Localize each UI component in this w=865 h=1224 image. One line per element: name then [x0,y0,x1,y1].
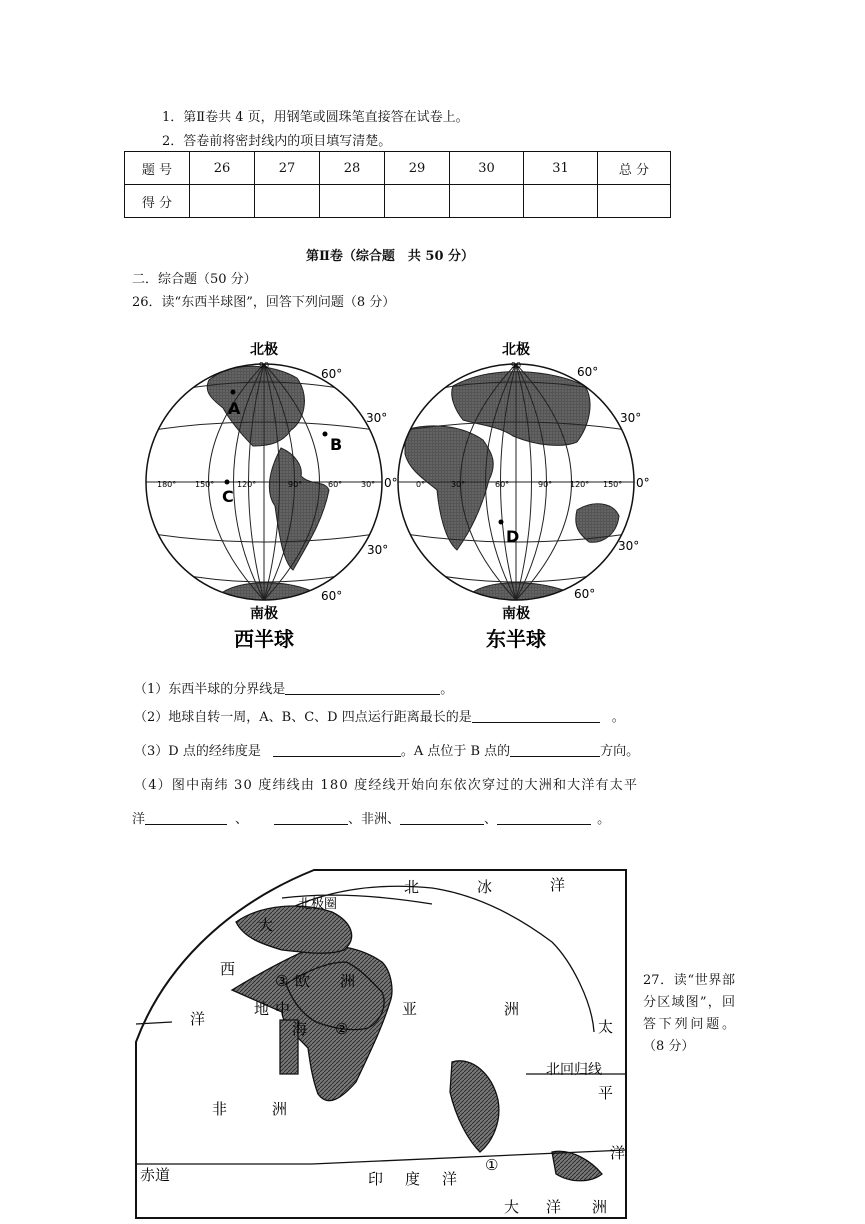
score-input-cell[interactable] [190,185,255,218]
map-label-xi: 西 [220,960,236,978]
score-input-cell[interactable] [320,185,385,218]
lat-label: 30° [367,543,389,557]
score-input-cell[interactable] [385,185,450,218]
west-hemisphere [146,341,398,651]
map-label-ocean: 洋 [546,1198,562,1216]
equator-label: 赤道 [140,1166,171,1184]
pole-mark-label: 90 [510,361,522,370]
point-b-label: B [330,435,343,454]
lon-label: 60° [495,480,510,489]
table-cell: 26 [190,152,255,185]
lat-label: 60° [577,365,599,379]
q26-sub2-text: （2）地球自转一周，A、B、C、D 四点运行距离最长的是 [134,710,472,725]
lon-label: 180° [157,480,177,489]
lon-label: 30° [361,480,376,489]
point-c-label: C [222,487,234,506]
map-label-africa: 非 [212,1100,228,1118]
lon-label: 120° [237,480,257,489]
answer-blank[interactable] [285,680,440,695]
map-label-zhong: 中 [275,1000,291,1018]
lat-label: 30° [620,411,642,425]
lon-label: 60° [328,480,343,489]
map-label-da: 大 [258,916,274,934]
answer-blank[interactable] [145,810,227,825]
north-pole-label: 北极 [250,342,278,358]
map-label-zhou: 洲 [272,1100,288,1118]
map-label-asia: 亚 [402,1000,418,1018]
table-cell: 得 分 [125,185,190,218]
pole-mark-label: 90 [258,361,270,370]
q26-sub3 [134,740,639,759]
south-pole-label: 南极 [502,606,530,622]
table-cell: 28 [320,152,385,185]
lat-label: 60° [321,367,343,381]
score-input-cell[interactable] [524,185,598,218]
q26-sub1-text: （1）东西半球的分界线是 [134,682,286,697]
lat-label: 60° [321,589,343,603]
q26-stem: 26．读“东西半球图”，回答下列问题（8 分） [132,295,396,310]
q26-sub3-end: 方向。 [600,744,640,759]
lat-label: 30° [366,411,388,425]
east-title: 东半球 [486,627,546,651]
map-label-ocean: 洋 [550,876,566,894]
hemisphere-figure [133,330,653,670]
lat-label: 30° [618,539,640,553]
score-input-cell[interactable] [255,185,320,218]
west-title: 西半球 [234,627,294,651]
answer-blank[interactable] [510,742,600,757]
point-a-label: A [228,399,241,418]
east-hemisphere [321,341,650,651]
q26-sub3-mid: 。A 点位于 B 点的 [400,744,511,759]
note-1: 1．第Ⅱ卷共 4 页，用钢笔或圆珠笔直接答在试卷上。 [162,110,469,125]
table-cell: 30 [450,152,524,185]
map-label-indian-ocean: 洋 [442,1170,458,1188]
south-pole-label: 南极 [250,606,278,622]
lon-label: 90° [538,480,553,489]
north-pole-label: 北极 [502,342,530,358]
lon-label: 0° [636,476,650,490]
map-label-ping: 平 [598,1084,614,1102]
map-label-zhou: 洲 [504,1000,520,1018]
q27-side-text: 27．读“世界部分区域图”，回答下列问题。（8 分） [643,973,735,1054]
answer-blank[interactable] [472,708,600,723]
world-region-map [132,852,632,1222]
score-input-cell[interactable] [450,185,524,218]
text-span: 、 [235,812,249,827]
lon-label: 0° [416,480,426,489]
map-label-zhou: 洲 [592,1198,608,1216]
note-2: 2．答卷前将密封线内的项目填写清楚。 [162,134,392,149]
lon-label: 120° [570,480,590,489]
map-label-north: 北 [404,878,420,896]
map-label-da: 大 [504,1198,520,1216]
arctic-circle-label: 北极圈 [298,897,338,912]
map-label-zhou: 洲 [340,972,356,990]
text-span: 、 [484,812,498,827]
part-heading: 二．综合题（50 分） [132,272,257,287]
table-cell: 题 号 [125,152,190,185]
map-label-europe: 欧 [295,972,311,990]
map-label-hai: 海 [292,1020,308,1038]
q26-sub4-line2 [132,808,610,827]
map-label-ocean-right: 洋 [610,1144,626,1162]
table-cell: 31 [524,152,598,185]
answer-blank[interactable] [400,810,484,825]
lat-label: 60° [574,587,596,601]
score-input-cell[interactable] [598,185,671,218]
answer-blank[interactable] [274,810,348,825]
lon-label: 90° [288,480,303,489]
text-span: 洋 [132,812,146,827]
q26-sub3-text: （3）D 点的经纬度是 [134,744,261,759]
map-label-yin: 印 [368,1170,384,1188]
marker-2: ② [335,1020,349,1038]
text-span: 。 [597,812,611,827]
table-cell: 总 分 [598,152,671,185]
q26-sub2-end: 。 [611,710,625,725]
lon-label: 150° [603,480,623,489]
lon-label: 0° [384,476,398,490]
section-title: 第Ⅱ卷（综合题 共 50 分） [305,249,475,264]
q26-sub2 [134,706,625,725]
table-row [125,185,671,218]
tropic-label: 北回归线 [546,1062,602,1078]
map-label-di: 地 [254,1000,270,1018]
table-cell: 27 [255,152,320,185]
q26-sub1-end: 。 [440,682,454,697]
map-label-du: 度 [405,1170,421,1188]
lon-label: 30° [451,480,466,489]
map-label-ocean-left: 洋 [190,1010,206,1028]
text-span: 、非洲、 [348,812,401,827]
q26-sub1 [134,678,453,697]
answer-blank[interactable] [497,810,591,825]
lon-label: 150° [195,480,215,489]
table-cell: 29 [385,152,450,185]
table-row [125,152,671,185]
answer-blank[interactable] [273,742,401,757]
score-table [124,151,671,218]
map-label-tai: 太 [598,1018,614,1036]
q26-sub4-line1: （4）图中南纬 30 度纬线由 180 度经线开始向东依次穿过的大洲和大洋有太平 [134,778,639,793]
marker-1: ① [485,1156,499,1174]
map-label-ice: 冰 [477,878,493,896]
marker-3: ③ [275,972,289,990]
point-d-label: D [506,527,520,546]
